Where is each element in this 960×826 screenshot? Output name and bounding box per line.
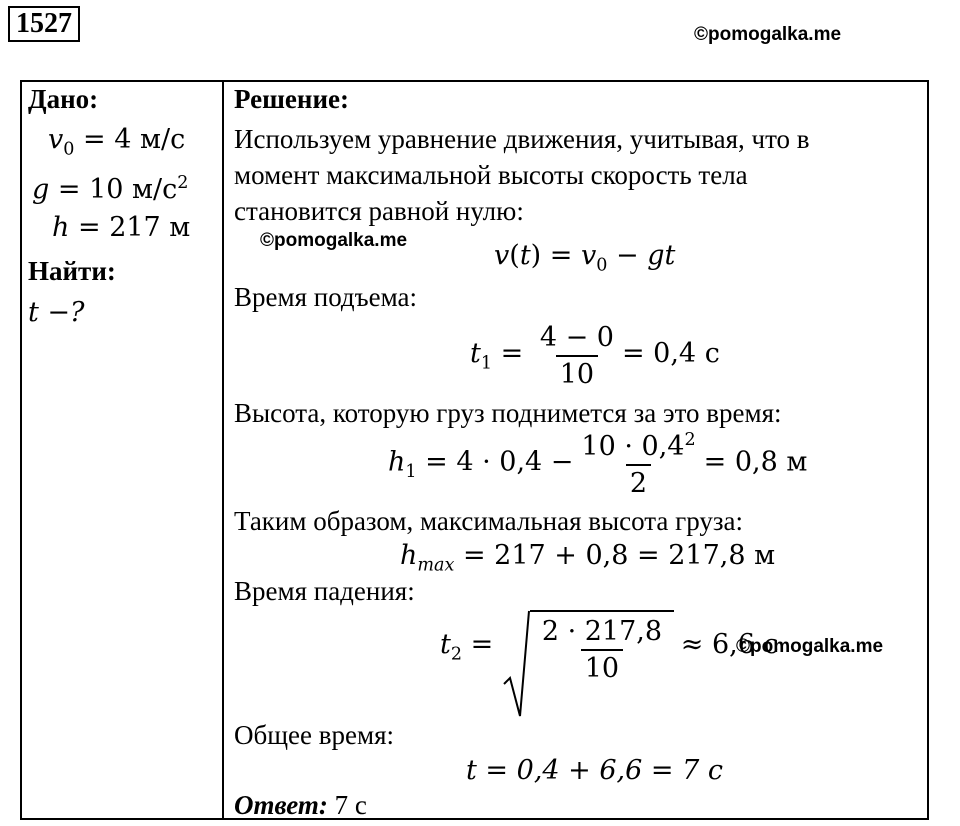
find-value: t −? <box>28 297 85 328</box>
fall-label: Время падения: <box>234 576 415 606</box>
max-height-label: Таким образом, максимальная высота груза: <box>234 506 744 536</box>
intro-line-1: Используем уравнение движения, учитывая, что в <box>234 124 810 154</box>
equation-hmax: $h_{max} = 217 + 0,8 = 217,8$ м <box>400 540 776 576</box>
rise-label: Время подъема: <box>234 282 417 312</box>
given-g: g = 10 $м/с^2$ <box>32 173 189 205</box>
answer: Ответ: 7 с <box>234 790 367 820</box>
given-title: Дано: <box>28 84 99 114</box>
intro-line-3: становится равной нулю: <box>234 196 524 226</box>
equation-motion: $v(t) = v_0$ − gt <box>494 240 676 276</box>
equation-h1: $h_1 = 4 \cdot 0,4$ − $\frac{10 \cdot 0,4^2}{2}$ = 0,8 м <box>388 430 808 499</box>
watermark-3: ©pomogalka.me <box>736 636 884 657</box>
sqrt-icon <box>502 610 530 684</box>
total-label: Общее время: <box>234 720 394 750</box>
watermark-2: ©pomogalka.me <box>260 230 408 251</box>
equation-t2: $t_2$ = $\frac{2 \cdot 217,8}{10}$ ≈ 6,6 с <box>440 610 779 684</box>
equation-t1: $t_1$ = $\frac{4 - 0}{10}$ = 0,4 с <box>470 322 720 390</box>
watermark: ©pomogalka.me <box>694 24 842 45</box>
equation-total: t = 0,4 + 6,6 = 7 с <box>466 755 723 786</box>
height-label: Высота, которую груз поднимется за это время: <box>234 398 782 428</box>
given-h: h = 217 м <box>52 212 191 243</box>
given-v0: $v_0 = 4$ м/с <box>48 124 186 160</box>
problem-number: 1527 <box>8 6 80 42</box>
solution-title: Решение: <box>234 84 349 114</box>
intro-line-2: момент максимальной высоты скорость тела <box>234 160 748 190</box>
find-title: Найти: <box>28 256 116 286</box>
column-divider <box>222 80 224 820</box>
